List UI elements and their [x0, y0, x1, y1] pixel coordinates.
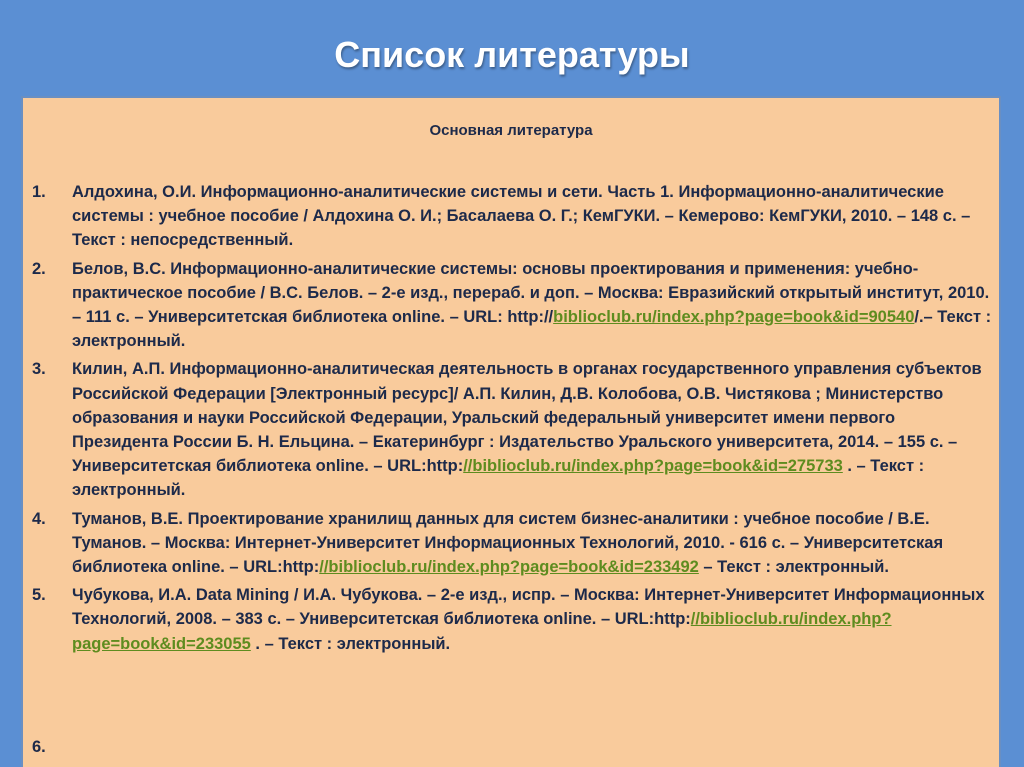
- content-panel: [21, 96, 1001, 767]
- reference-item: [32, 507, 992, 580]
- reference-link[interactable]: //biblioclub.ru/index.php?page=book&id=233492: [319, 558, 699, 577]
- reference-number: 3.: [32, 360, 46, 379]
- reference-item: [32, 357, 992, 502]
- reference-item: [32, 180, 992, 253]
- reference-link[interactable]: biblioclub.ru/index.php?page=book&id=90540: [553, 308, 915, 327]
- reference-text: Алдохина, О.И. Информационно-аналитические системы и сети. Часть 1. Информационно-аналитические системы : учебное пособие / Алдохина О. И.; Басалаева О. Г.; КемГУКИ. – Кемерово: КемГУКИ, 2010. – 148 с. – Текст : непосредственный.: [72, 183, 971, 250]
- reference-text: Чубукова, И.А. Data Mining / И.А. Чубукова. – 2-е изд., испр. – Москва: Интернет-Университет Информационных Технологий, 2008. – 383 с. – Университетская библиотека online. – URL:http:: [72, 586, 985, 629]
- reference-item: [32, 583, 992, 656]
- subheading: Основная литература: [429, 122, 593, 139]
- reference-text-end: – Текст : электронный.: [698, 558, 889, 577]
- reference-number: 4.: [32, 509, 46, 528]
- reference-list: [32, 180, 992, 660]
- reference-text: Туманов, В.Е. Проектирование хранилищ данных для систем бизнес-аналитики : учебное пособие / В.Е. Туманов. – Москва: Интернет-Университет Информационных Технологий, 2010. - 616 с. – Университетская библиотека online. – URL:http:: [72, 509, 944, 577]
- reference-number: 2.: [32, 259, 46, 278]
- reference-number: 1.: [32, 183, 46, 201]
- reference-item: [32, 257, 992, 354]
- slide-title: Список литературы: [334, 34, 690, 75]
- reference-text-end: /.– Текст : электронный.: [72, 308, 992, 351]
- reference-link[interactable]: //biblioclub.ru/index.php?page=book&id=275733: [463, 457, 843, 476]
- reference-number-empty: 6.: [32, 738, 46, 756]
- reference-text: Белов, В.С. Информационно-аналитические системы: основы проектирования и применения: учебно-практическое пособие / В.С. Белов. – 2-е изд., перераб. и доп. – Москва: Евразийский открытый институт, 2010. – 111 с. – Университетская библиотека online. – URL: http://: [72, 259, 990, 327]
- reference-link[interactable]: //biblioclub.ru/index.php?page=book&id=233055: [72, 610, 892, 653]
- reference-text-end: . – Текст : электронный.: [72, 457, 925, 500]
- reference-text-end: . – Текст : электронный.: [250, 634, 451, 653]
- reference-text: Килин, А.П. Информационно-аналитическая деятельность в органах государственного управления субъектов Российской Федерации [Электронный ресурс]/ А.П. Килин, Д.В. Колобова, О.В. Чистякова ; Министерство образования и науки Российской Федерации, Уральский федеральный университет имени первого Президента России Б. Н. Ельцина. – Екатеринбург : Издательство Уральского университета, 2014. – 155 с. – Университетская библиотека online. – URL:http:: [72, 360, 982, 476]
- reference-number: 5.: [32, 586, 46, 605]
